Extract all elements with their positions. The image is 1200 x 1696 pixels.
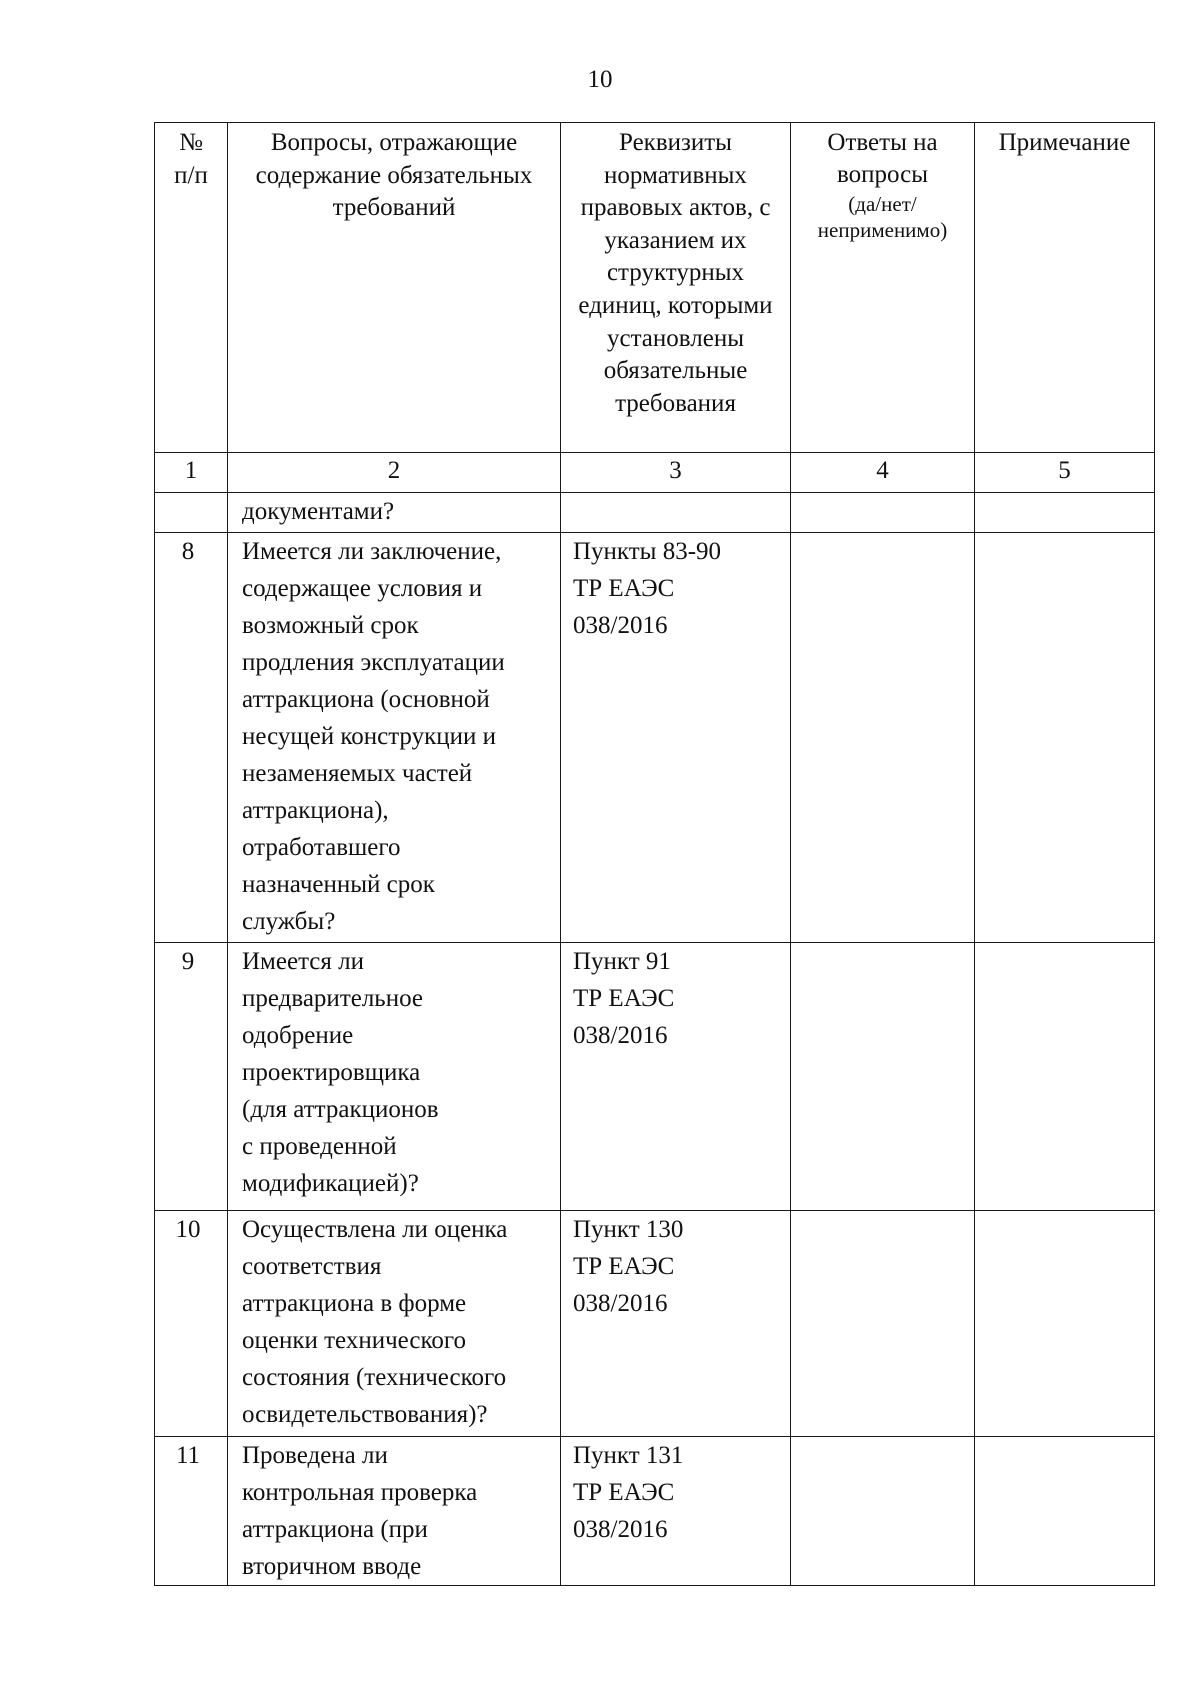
reference-text: Пункт 130 ТР ЕАЭС 038/2016 xyxy=(573,1216,684,1317)
answer-cell[interactable] xyxy=(791,943,975,1211)
table-row xyxy=(155,1437,1155,1586)
row-number: 9 xyxy=(181,948,195,975)
question-text: Имеется ли заключение, содержащее условия и возможный срок продления эксплуатации аттракциона (основной несущей конструкции и незаменяемых частей аттракциона), отработавшего назначенный срок службы? xyxy=(242,538,505,935)
column-number: 2 xyxy=(228,453,561,493)
continuation-note-cell xyxy=(975,493,1155,533)
reference-text: Пункты 83-90 ТР ЕАЭС 038/2016 xyxy=(573,538,722,639)
row-number-cell xyxy=(155,1437,228,1586)
question-cell xyxy=(228,1211,561,1437)
column-number: 5 xyxy=(975,453,1155,493)
answer-cell[interactable] xyxy=(791,533,975,943)
reference-cell xyxy=(561,1211,791,1437)
row-number: 8 xyxy=(181,538,195,565)
answer-cell[interactable] xyxy=(791,1211,975,1437)
table-row xyxy=(155,533,1155,943)
page-number: 10 xyxy=(587,66,613,93)
question-cell xyxy=(228,943,561,1211)
row-number: 10 xyxy=(175,1216,201,1243)
note-cell[interactable] xyxy=(975,943,1155,1211)
continuation-number-cell xyxy=(155,493,228,533)
reference-cell xyxy=(561,1437,791,1586)
header-notes-label: Примечание xyxy=(998,129,1131,156)
table-row xyxy=(155,943,1155,1211)
header-number-label: № п/п xyxy=(174,129,208,189)
column-number: 4 xyxy=(791,453,975,493)
header-notes xyxy=(975,123,1155,453)
reference-cell xyxy=(561,533,791,943)
note-cell[interactable] xyxy=(975,1211,1155,1437)
continuation-question-cell xyxy=(228,493,561,533)
header-number xyxy=(155,123,228,453)
continuation-row xyxy=(155,493,1155,533)
header-references-label: Реквизиты нормативных правовых актов, с указанием их структурных единиц, которыми установлены обязательные требования xyxy=(578,129,773,417)
column-number-row xyxy=(155,453,1155,493)
row-number-cell xyxy=(155,533,228,943)
table-row xyxy=(155,1211,1155,1437)
header-answers-options: (да/нет/ неприменимо) xyxy=(817,192,948,242)
continuation-reference-cell xyxy=(561,493,791,533)
header-references xyxy=(561,123,791,453)
header-questions-label: Вопросы, отражающие содержание обязательных требований xyxy=(255,129,533,222)
note-cell[interactable] xyxy=(975,1437,1155,1586)
continuation-answer-cell xyxy=(791,493,975,533)
row-number-cell xyxy=(155,943,228,1211)
question-cell xyxy=(228,1437,561,1586)
reference-text: Пункт 131 ТР ЕАЭС 038/2016 xyxy=(573,1442,684,1543)
reference-text: Пункт 91 ТР ЕАЭС 038/2016 xyxy=(573,948,675,1049)
question-text: Осуществлена ли оценка соответствия аттракциона в форме оценки технического состояния (технического освидетельствования)? xyxy=(242,1216,508,1428)
checklist-table xyxy=(154,122,1155,1586)
column-number: 3 xyxy=(561,453,791,493)
header-answers xyxy=(791,123,975,453)
note-cell[interactable] xyxy=(975,533,1155,943)
reference-cell xyxy=(561,943,791,1211)
row-number-cell xyxy=(155,1211,228,1437)
header-questions xyxy=(228,123,561,453)
answer-cell[interactable] xyxy=(791,1437,975,1586)
header-row xyxy=(155,123,1155,453)
header-answers-label: Ответы на вопросы xyxy=(827,129,938,188)
question-text: Проведена ли контрольная проверка аттракциона (при вторичном вводе xyxy=(242,1442,478,1580)
question-cell xyxy=(228,533,561,943)
header-answers-wrap xyxy=(791,123,974,243)
column-number: 1 xyxy=(155,453,228,493)
question-text: Имеется ли предварительное одобрение проектировщика (для аттракционов с проведенной модификацией)? xyxy=(242,948,439,1197)
row-number: 11 xyxy=(175,1442,201,1469)
continuation-text: документами? xyxy=(242,498,395,525)
